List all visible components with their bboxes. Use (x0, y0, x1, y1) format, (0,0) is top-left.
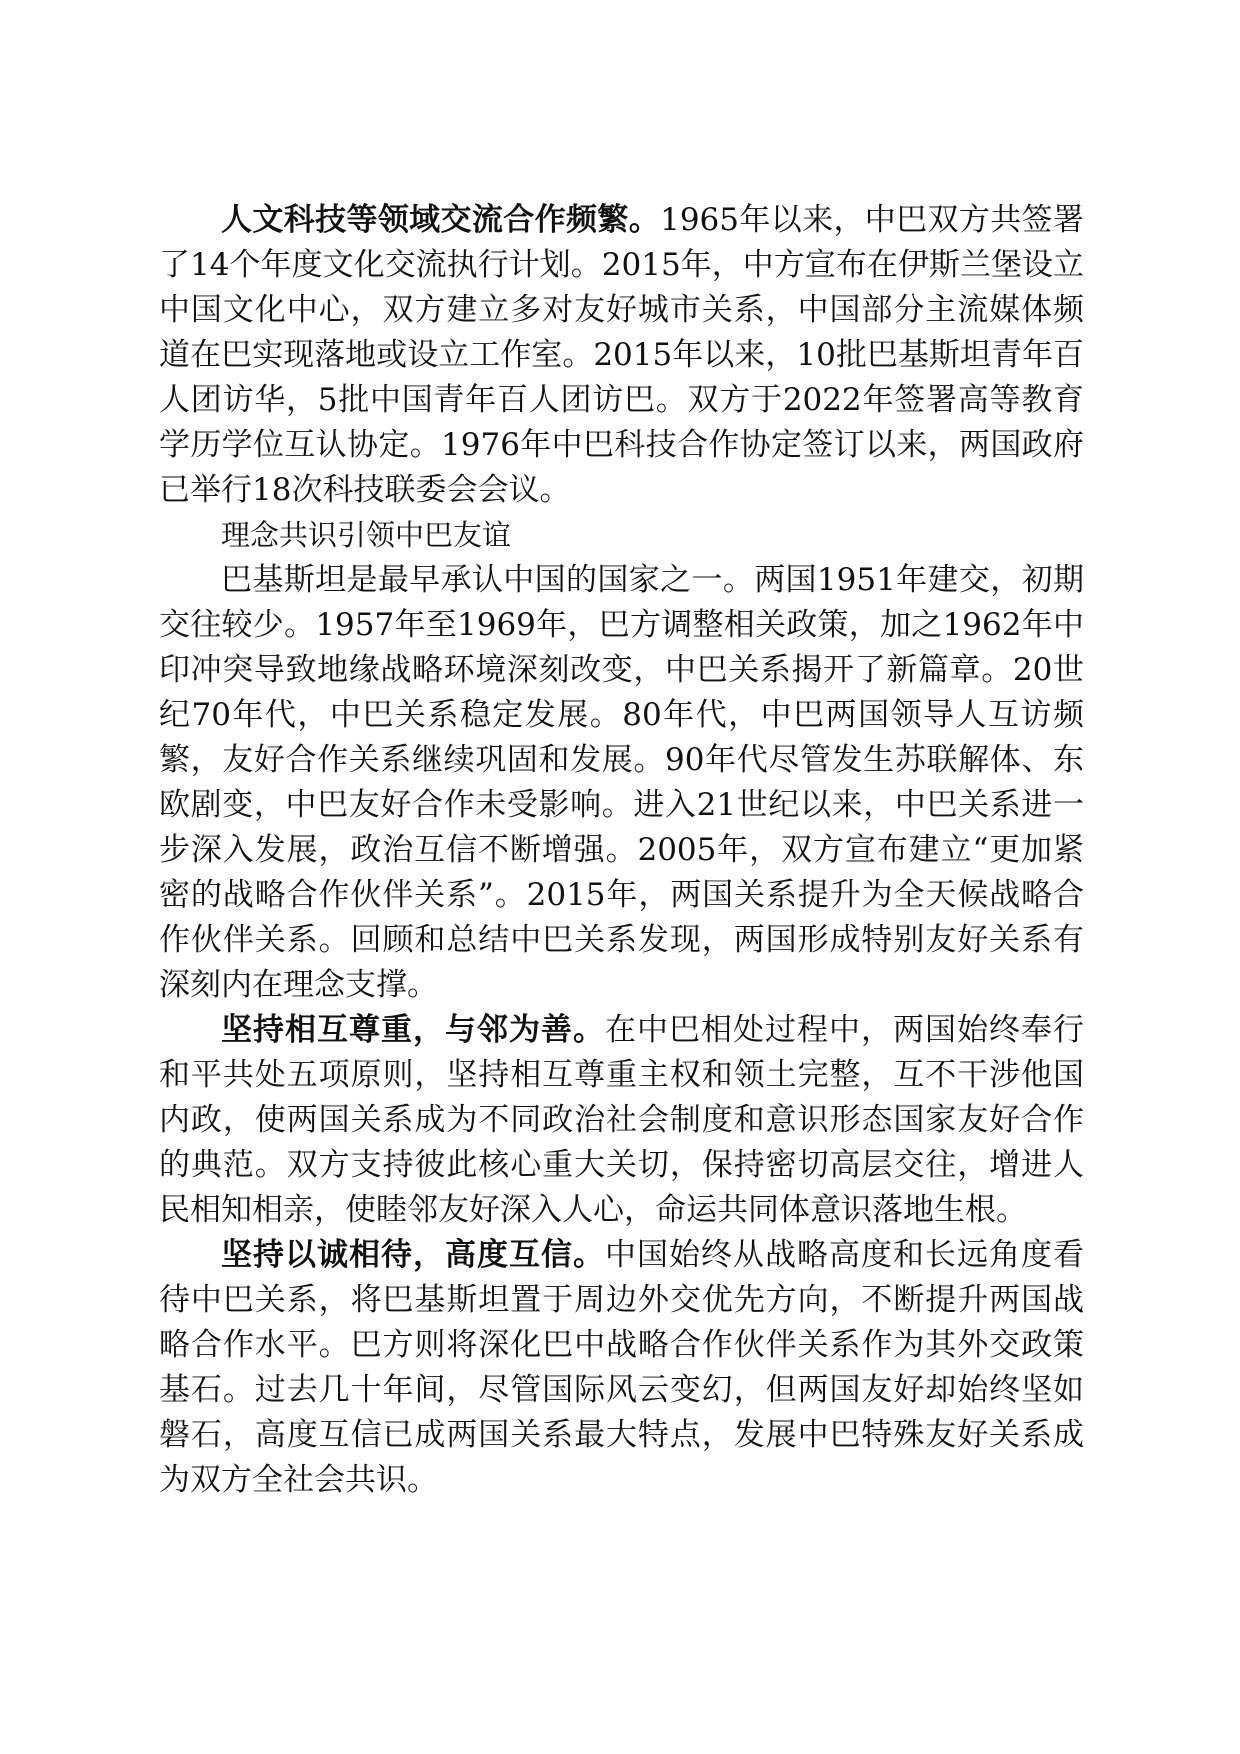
paragraph-body: 中国始终从战略高度和长远角度看待中巴关系，将巴基斯坦置于周边外交优先方向，不断提升两国战略合作水平。巴方则将深化巴中战略合作伙伴关系作为其外交政策基石。过去几十年间，尽管国际风云变幻，但两国友好却始终坚如磐石，高度互信已成两国关系最大特点，发展中巴特殊友好关系成为双方全社会共识。 (159, 1237, 1084, 1498)
paragraph-mutual-trust (159, 1233, 1084, 1503)
paragraph-body: 1965年以来，中巴双方共签署了14个年度文化交流执行计划。2015年，中方宣布在伊斯兰堡设立中国文化中心，双方建立多对友好城市关系，中国部分主流媒体频道在巴实现落地或设立工作室。2015年以来，10批巴基斯坦青年百人团访华，5批中国青年百人团访巴。双方于2022年签署高等教育学历学位互认协定。1976年中巴科技合作协定签订以来，两国政府已举行18次科技联委会会议。 (159, 202, 1084, 508)
paragraph-history (159, 558, 1084, 1008)
paragraph-body: 在中巴相处过程中，两国始终奉行和平共处五项原则，坚持相互尊重主权和领土完整，互不干涉他国内政，使两国关系成为不同政治社会制度和意识形态国家友好合作的典范。双方支持彼此核心重大关切，保持密切高层交往，增进人民相知相亲，使睦邻友好深入人心，命运共同体意识落地生根。 (159, 1012, 1084, 1228)
paragraph-lead: 人文科技等领域交流合作频繁。 (221, 202, 661, 238)
paragraph-lead: 坚持相互尊重，与邻为善。 (221, 1012, 605, 1048)
paragraph-culture-tech (159, 198, 1084, 513)
paragraph-mutual-respect (159, 1008, 1084, 1233)
section-heading: 理念共识引领中巴友谊 (221, 518, 512, 552)
paragraph-body: 巴基斯坦是最早承认中国的国家之一。两国1951年建交，初期交往较少。1957年至1969年，巴方调整相关政策，加之1962年中印冲突导致地缘战略环境深刻改变，中巴关系揭开了新篇章。20世纪70年代，中巴关系稳定发展。80年代，中巴两国领导人互访频繁，友好合作关系继续巩固和发展。90年代尽管发生苏联解体、东欧剧变，中巴友好合作未受影响。进入21世纪以来，中巴关系进一步深入发展，政治互信不断增强。2005年，双方宣布建立“更加紧密的战略合作伙伴关系”。2015年，两国关系提升为全天候战略合作伙伴关系。回顾和总结中巴关系发现，两国形成特别友好关系有深刻内在理念支撑。 (159, 562, 1084, 1003)
paragraph-lead: 坚持以诚相待，高度互信。 (221, 1237, 605, 1273)
document-page (159, 198, 1084, 1503)
